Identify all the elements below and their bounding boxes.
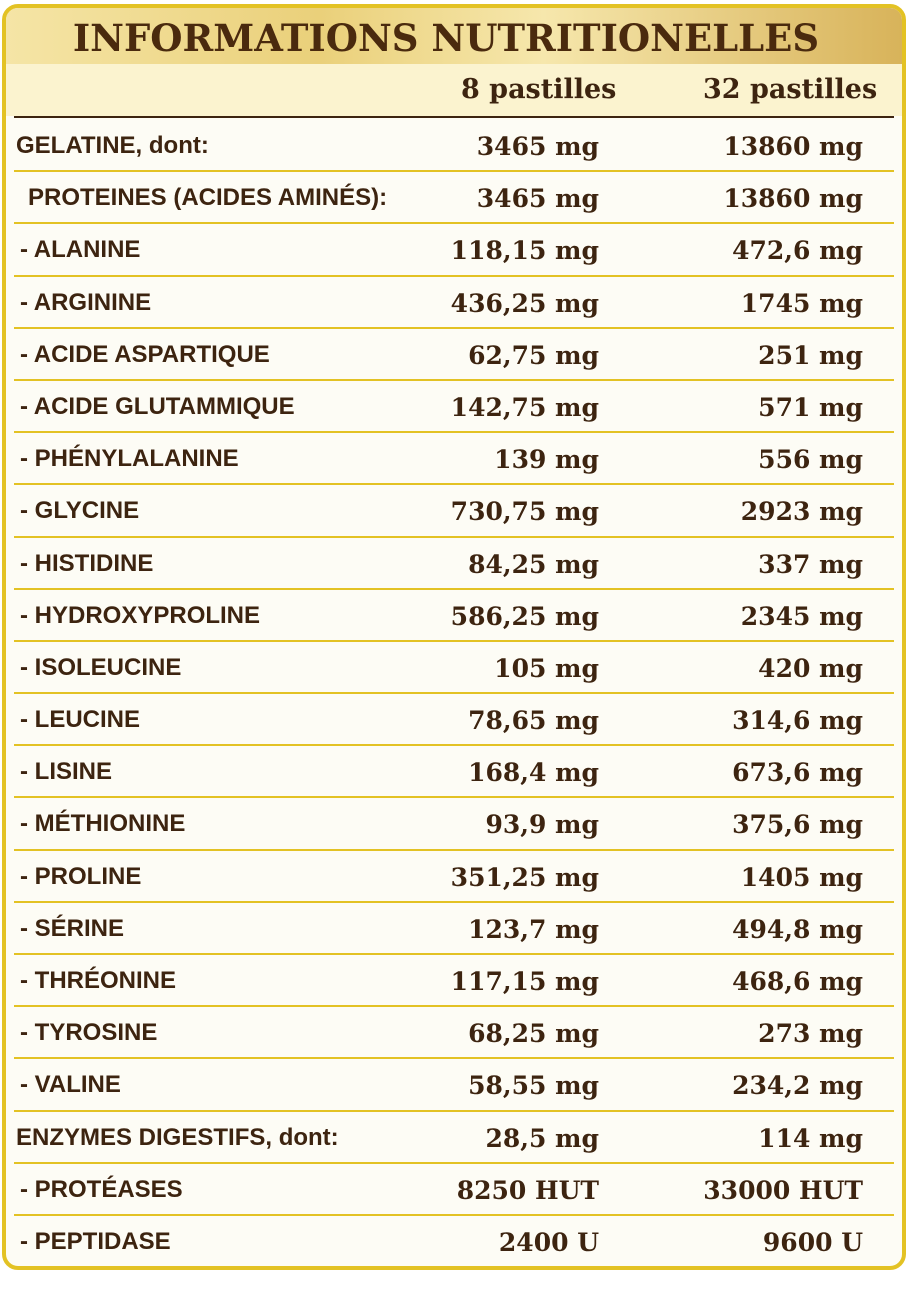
value-32-pastilles: 114 mg xyxy=(758,1123,863,1153)
nutrient-table xyxy=(6,120,902,1268)
value-32-pastilles: 1405 mg xyxy=(740,862,863,892)
value-32-pastilles: 314,6 mg xyxy=(732,706,863,736)
value-32-pastilles: 9600 U xyxy=(762,1227,863,1257)
value-32-pastilles: 673,6 mg xyxy=(732,758,863,788)
table-row xyxy=(14,1112,894,1164)
nutrient-name: - VALINE xyxy=(20,1071,121,1099)
value-8-pastilles: 68,25 mg xyxy=(468,1019,599,1049)
value-8-pastilles: 351,25 mg xyxy=(450,862,599,892)
nutrient-name: - ACIDE ASPARTIQUE xyxy=(20,340,270,368)
value-8-pastilles: 142,75 mg xyxy=(450,392,599,422)
table-row xyxy=(14,329,894,381)
value-8-pastilles: 139 mg xyxy=(494,445,599,475)
table-row xyxy=(14,433,894,485)
table-row xyxy=(14,1216,894,1268)
column-header-32: 32 pastilles xyxy=(703,74,878,105)
nutrient-name: - HISTIDINE xyxy=(20,549,154,577)
value-32-pastilles: 2923 mg xyxy=(740,497,863,527)
value-8-pastilles: 730,75 mg xyxy=(450,497,599,527)
value-8-pastilles: 58,55 mg xyxy=(468,1071,599,1101)
nutrient-name: - ISOLEUCINE xyxy=(20,653,182,681)
table-row xyxy=(14,590,894,642)
nutrient-name: - ACIDE GLUTAMMIQUE xyxy=(20,392,295,420)
value-8-pastilles: 118,15 mg xyxy=(450,236,599,266)
nutrient-name: - MÉTHIONINE xyxy=(20,810,186,838)
value-8-pastilles: 2400 U xyxy=(498,1227,599,1257)
nutrient-name: - PROLINE xyxy=(20,862,142,890)
nutrition-panel xyxy=(2,4,906,1270)
table-row xyxy=(14,1007,894,1059)
nutrient-name: - ARGININE xyxy=(20,288,152,316)
column-header-row xyxy=(6,64,902,116)
value-8-pastilles: 93,9 mg xyxy=(485,810,599,840)
table-row xyxy=(14,955,894,1007)
title-bar xyxy=(6,8,902,64)
value-32-pastilles: 273 mg xyxy=(758,1019,863,1049)
table-row xyxy=(14,1164,894,1216)
value-8-pastilles: 8250 HUT xyxy=(456,1175,599,1205)
value-8-pastilles: 586,25 mg xyxy=(450,601,599,631)
value-32-pastilles: 571 mg xyxy=(758,392,863,422)
nutrient-name: - LEUCINE xyxy=(20,706,140,734)
table-row xyxy=(14,903,894,955)
table-row xyxy=(14,746,894,798)
table-row xyxy=(14,485,894,537)
nutrient-name: - PEPTIDASE xyxy=(20,1227,171,1255)
nutrient-name: - HYDROXYPROLINE xyxy=(20,601,261,629)
header-divider-right xyxy=(414,116,894,118)
value-8-pastilles: 436,25 mg xyxy=(450,288,599,318)
header-divider-left xyxy=(14,116,414,118)
value-32-pastilles: 556 mg xyxy=(758,445,863,475)
nutrient-name: ENZYMES DIGESTIFS, dont: xyxy=(16,1123,339,1151)
table-row xyxy=(14,172,894,224)
nutrient-name: - GLYCINE xyxy=(20,497,140,525)
table-row xyxy=(14,694,894,746)
table-row xyxy=(14,642,894,694)
table-row xyxy=(14,798,894,850)
value-32-pastilles: 13860 mg xyxy=(723,184,863,214)
value-32-pastilles: 494,8 mg xyxy=(732,914,863,944)
value-32-pastilles: 13860 mg xyxy=(723,132,863,161)
value-8-pastilles: 78,65 mg xyxy=(468,706,599,736)
value-8-pastilles: 123,7 mg xyxy=(468,914,599,944)
value-8-pastilles: 168,4 mg xyxy=(468,758,599,788)
nutrient-name: - SÉRINE xyxy=(20,914,125,942)
value-8-pastilles: 3465 mg xyxy=(476,132,599,161)
table-row xyxy=(14,381,894,433)
table-row xyxy=(14,851,894,903)
value-32-pastilles: 420 mg xyxy=(758,653,863,683)
value-32-pastilles: 234,2 mg xyxy=(732,1071,863,1101)
table-row xyxy=(14,538,894,590)
nutrient-name: - PHÉNYLALANINE xyxy=(20,445,239,473)
value-32-pastilles: 337 mg xyxy=(758,549,863,579)
table-row xyxy=(14,120,894,172)
value-32-pastilles: 472,6 mg xyxy=(732,236,863,266)
value-32-pastilles: 2345 mg xyxy=(740,601,863,631)
nutrient-name: - LISINE xyxy=(20,758,113,786)
nutrient-name: - THRÉONINE xyxy=(20,967,176,994)
value-8-pastilles: 117,15 mg xyxy=(450,967,599,996)
value-32-pastilles: 1745 mg xyxy=(740,288,863,318)
nutrient-name: GELATINE, dont: xyxy=(16,132,209,159)
value-8-pastilles: 84,25 mg xyxy=(468,549,599,579)
table-row xyxy=(14,1059,894,1111)
value-8-pastilles: 105 mg xyxy=(494,653,599,683)
value-8-pastilles: 3465 mg xyxy=(476,184,599,214)
value-32-pastilles: 251 mg xyxy=(758,340,863,370)
nutrient-name: - TYROSINE xyxy=(20,1019,158,1047)
value-8-pastilles: 28,5 mg xyxy=(485,1123,599,1153)
column-header-8: 8 pastilles xyxy=(461,74,617,105)
value-32-pastilles: 375,6 mg xyxy=(732,810,863,840)
value-8-pastilles: 62,75 mg xyxy=(468,340,599,370)
nutrient-name: - ALANINE xyxy=(20,236,141,264)
value-32-pastilles: 468,6 mg xyxy=(732,967,863,996)
table-row xyxy=(14,277,894,329)
panel-title: INFORMATIONS NUTRITIONELLES xyxy=(72,16,820,60)
table-row xyxy=(14,224,894,276)
nutrient-name: - PROTÉASES xyxy=(20,1175,183,1203)
value-32-pastilles: 33000 HUT xyxy=(703,1175,863,1205)
nutrient-name: PROTEINES (ACIDES AMINÉS): xyxy=(28,184,388,212)
